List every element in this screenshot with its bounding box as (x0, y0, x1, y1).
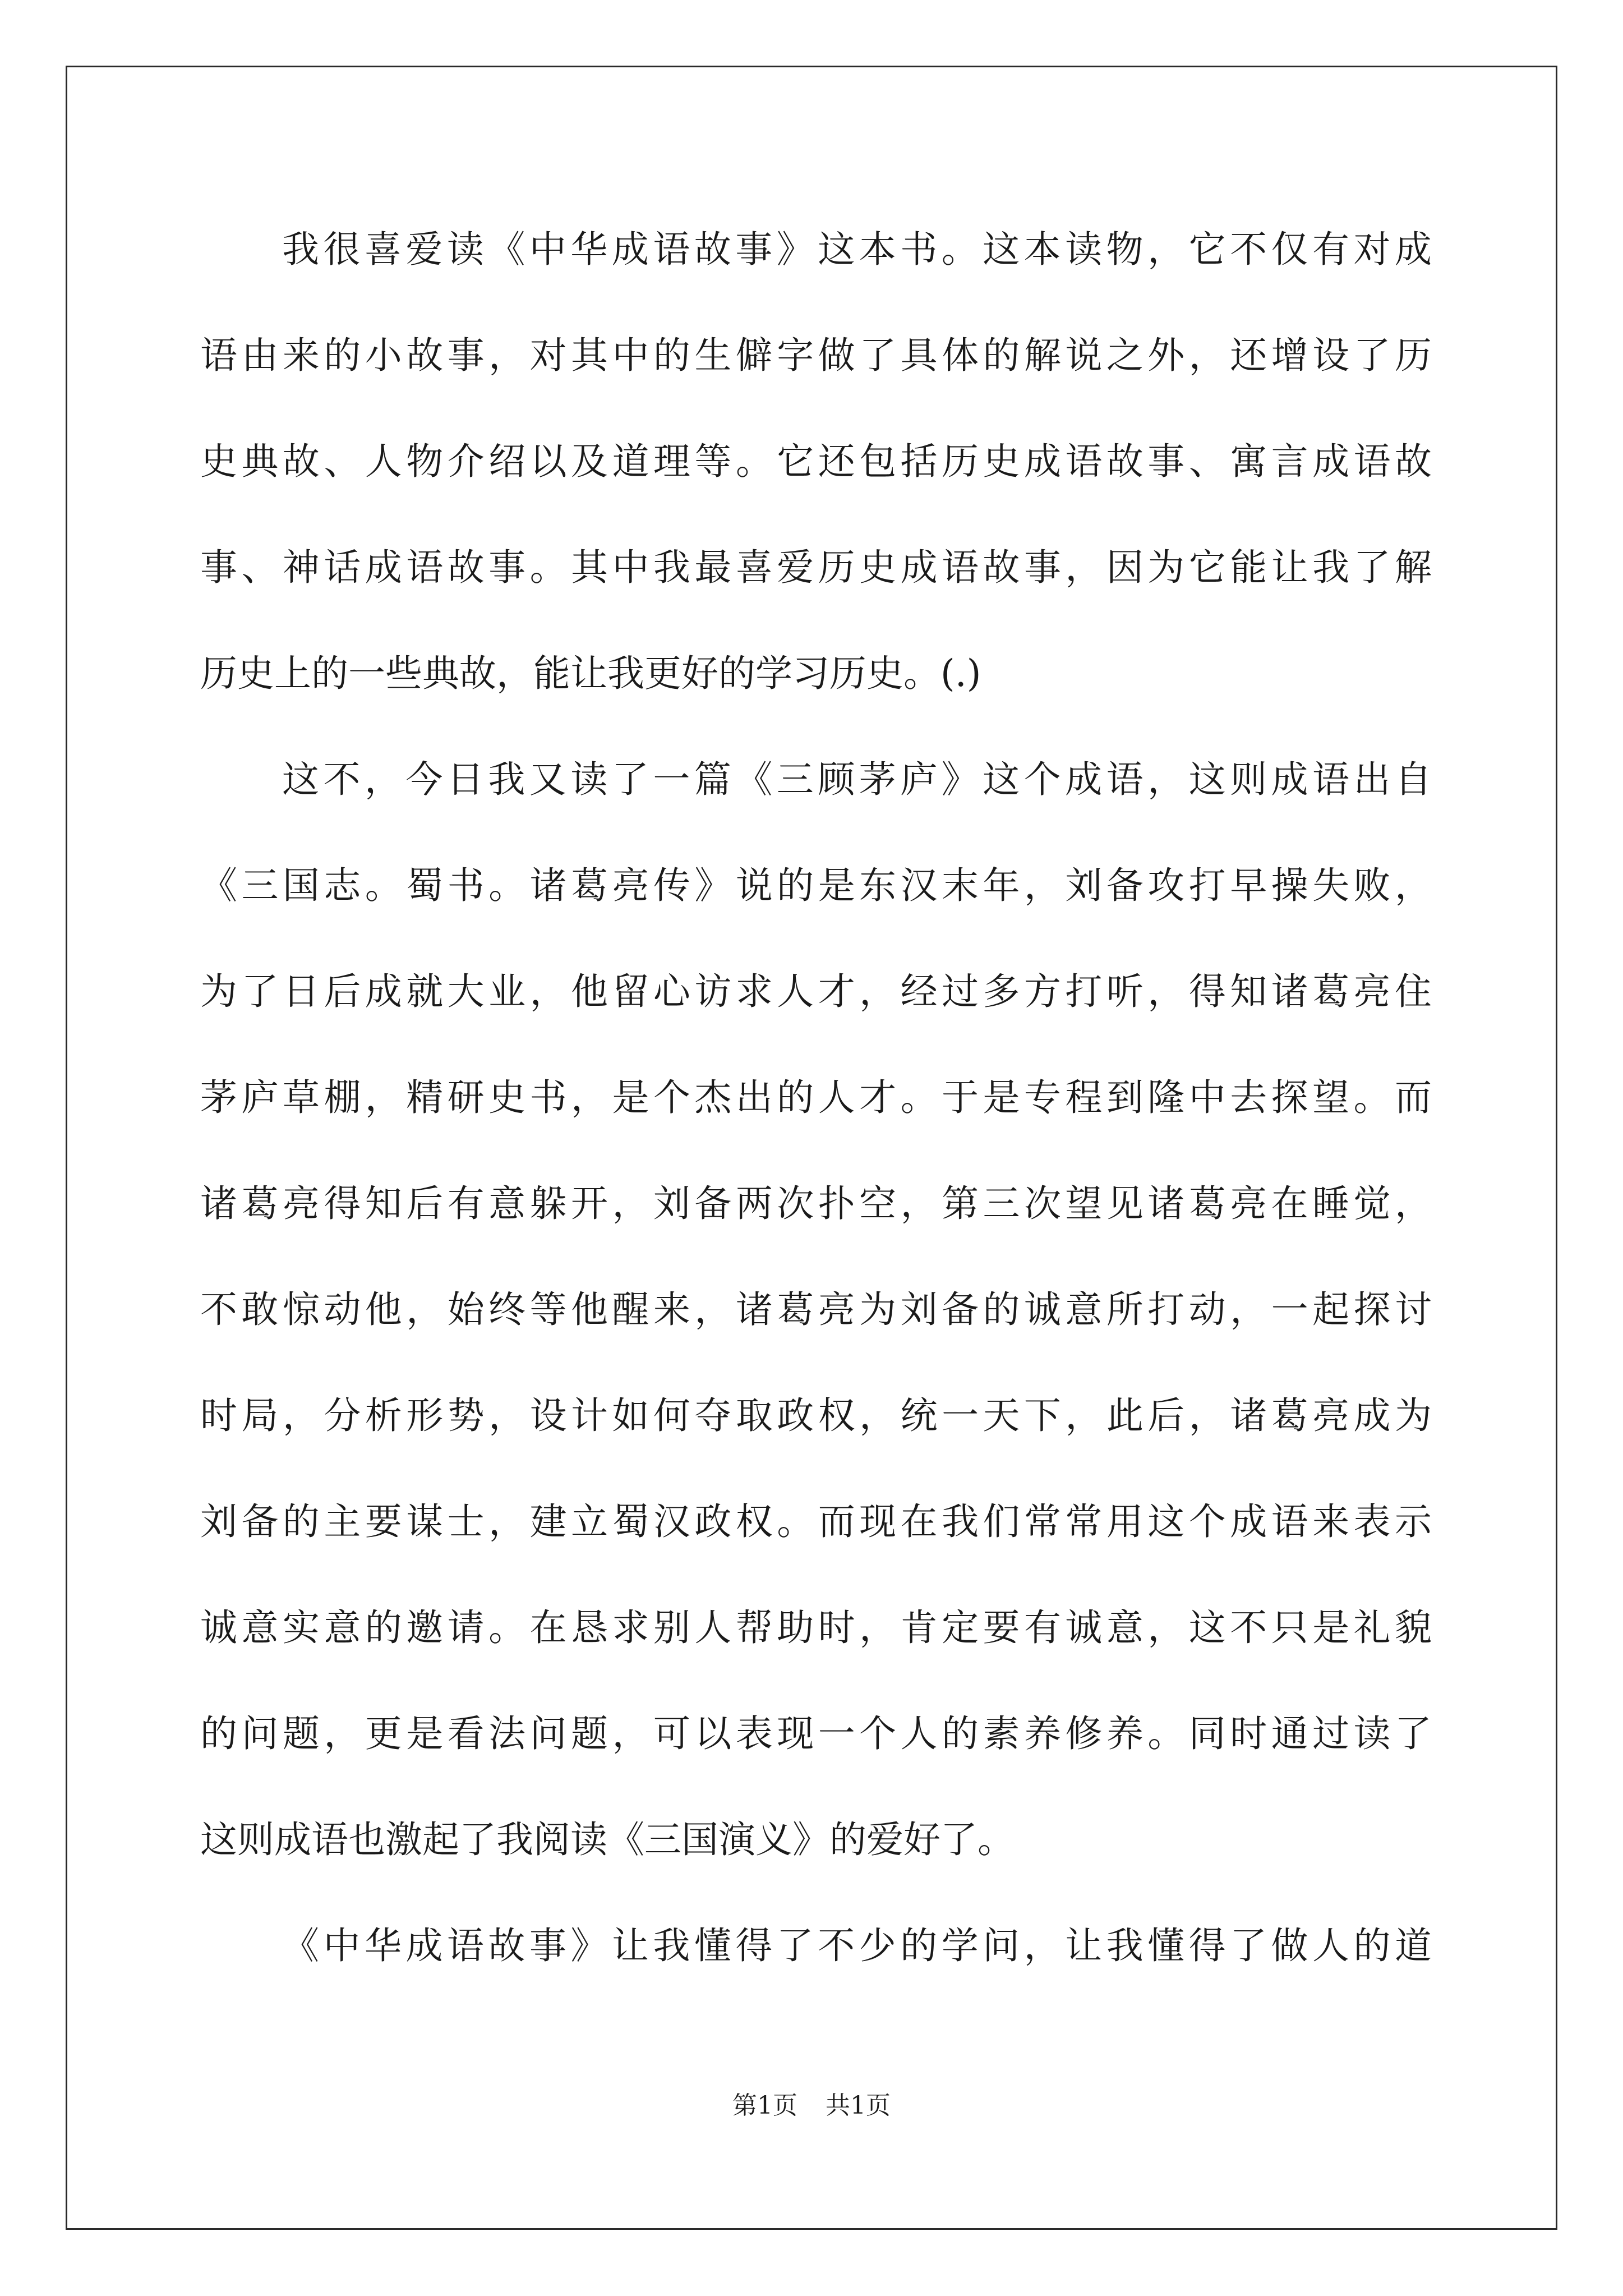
text-line: 这不，今日我又读了一篇《三顾茅庐》这个成语，这则成语出自 (282, 758, 1432, 801)
text-line: 茅庐草棚，精研史书，是个杰出的人才。于是专程到隆中去探望。而 (200, 1076, 1432, 1119)
text-line: 我很喜爱读《中华成语故事》这本书。这本读物，它不仅有对成 (282, 228, 1432, 271)
page-footer (0, 2089, 1623, 2123)
text-line: 语由来的小故事，对其中的生僻字做了具体的解说之外，还增设了历 (200, 334, 1432, 377)
text-line: 刘备的主要谋士，建立蜀汉政权。而现在我们常常用这个成语来表示 (200, 1500, 1432, 1543)
text-line: 这则成语也激起了我阅读《三国演义》的爱好了。 (200, 1818, 1015, 1861)
text-line: 史典故、人物介绍以及道理等。它还包括历史成语故事、寓言成语故 (200, 440, 1432, 483)
text-line: 《三国志。蜀书。诸葛亮传》说的是东汉末年，刘备攻打早操失败， (200, 864, 1432, 907)
page-total: 共1页 (826, 2091, 891, 2120)
text-line: 历史上的一些典故，能让我更好的学习历史。(.) (200, 652, 981, 695)
text-line: 事、神话成语故事。其中我最喜爱历史成语故事，因为它能让我了解 (200, 546, 1432, 589)
page-number: 第1页 (732, 2091, 797, 2120)
text-line: 不敢惊动他，始终等他醒来，诸葛亮为刘备的诚意所打动，一起探讨 (200, 1288, 1432, 1331)
text-line: 时局，分析形势，设计如何夺取政权，统一天下，此后，诸葛亮成为 (200, 1394, 1432, 1437)
text-line: 《中华成语故事》让我懂得了不少的学问，让我懂得了做人的道 (282, 1924, 1432, 1967)
document-body (200, 216, 1432, 2018)
text-line: 诚意实意的邀请。在恳求别人帮助时，肯定要有诚意，这不只是礼貌 (200, 1606, 1432, 1649)
text-line: 的问题，更是看法问题，可以表现一个人的素养修养。同时通过读了 (200, 1712, 1432, 1755)
text-line: 诸葛亮得知后有意躲开，刘备两次扑空，第三次望见诸葛亮在睡觉， (200, 1182, 1432, 1225)
text-line: 为了日后成就大业，他留心访求人才，经过多方打听，得知诸葛亮住 (200, 970, 1432, 1013)
